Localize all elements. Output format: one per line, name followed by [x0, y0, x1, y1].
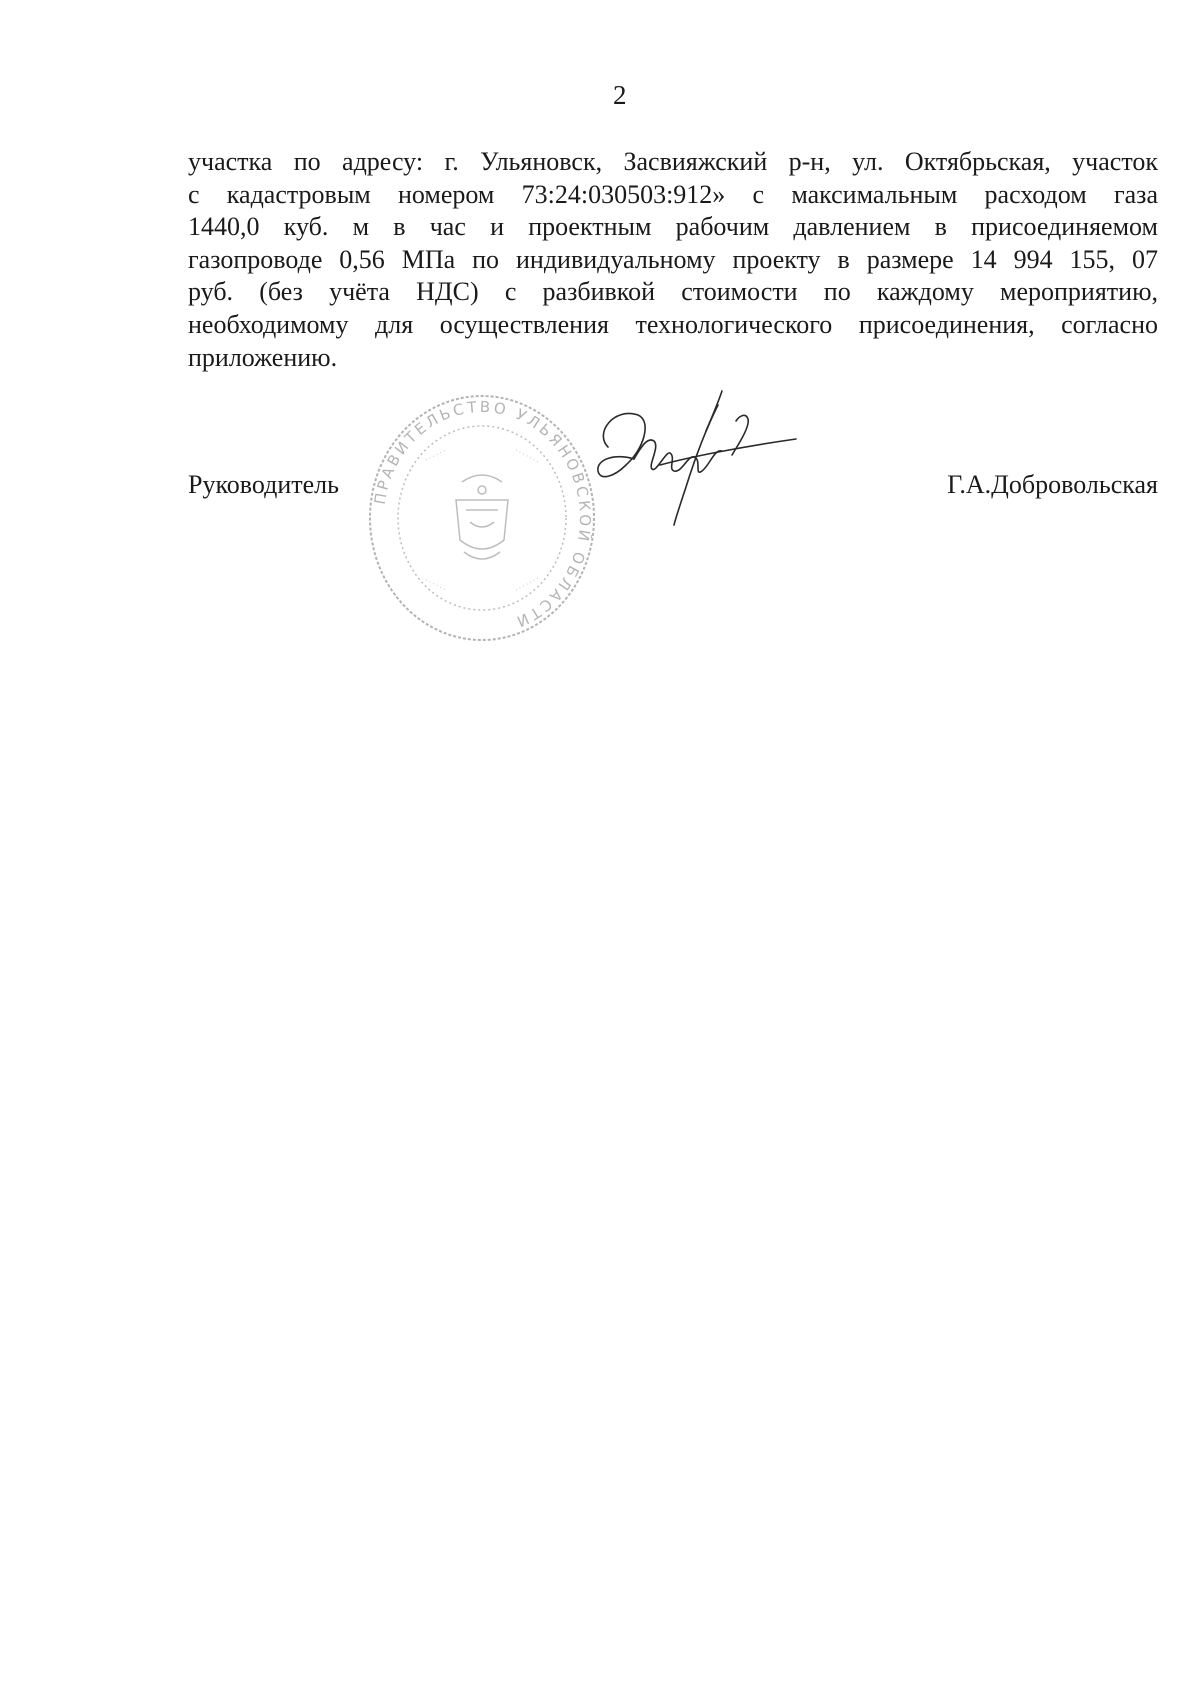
signer-name: Г.А.Добровольская — [947, 470, 1158, 499]
handwritten-signature — [590, 385, 800, 535]
body-line: руб. (без учёта НДС) с разбивкой стоимости по каждому мероприятию, — [188, 277, 1158, 307]
coat-of-arms-icon — [456, 475, 508, 559]
body-line: приложению. — [188, 342, 338, 372]
body-line: газопроводе 0,56 МПа по индивидуальному проекту в размере 14 994 155, 07 — [188, 244, 1158, 274]
body-line: 1440,0 куб. м в час и проектным рабочим давлением в присоединяемом — [188, 212, 1158, 242]
body-text — [188, 146, 1158, 374]
body-line: с кадастровым номером 73:24:030503:912» с максимальным расходом газа — [188, 179, 1158, 209]
position-title: Руководитель — [188, 470, 339, 499]
svg-text:ПРАВИТЕЛЬСТВО УЛЬЯНОВСКОЙ ОБЛА — [371, 398, 595, 632]
seal-ring-text: ПРАВИТЕЛЬСТВО УЛЬЯНОВСКОЙ ОБЛАСТИ — [370, 397, 595, 632]
body-line: необходимому для осуществления технологического присоединения, согласно — [188, 309, 1158, 339]
body-line: участка по адресу: г. Ульяновск, Засвияжский р-н, ул. Октябрьская, участок — [188, 147, 1158, 176]
page-number: 2 — [613, 80, 627, 110]
official-seal — [366, 390, 598, 646]
